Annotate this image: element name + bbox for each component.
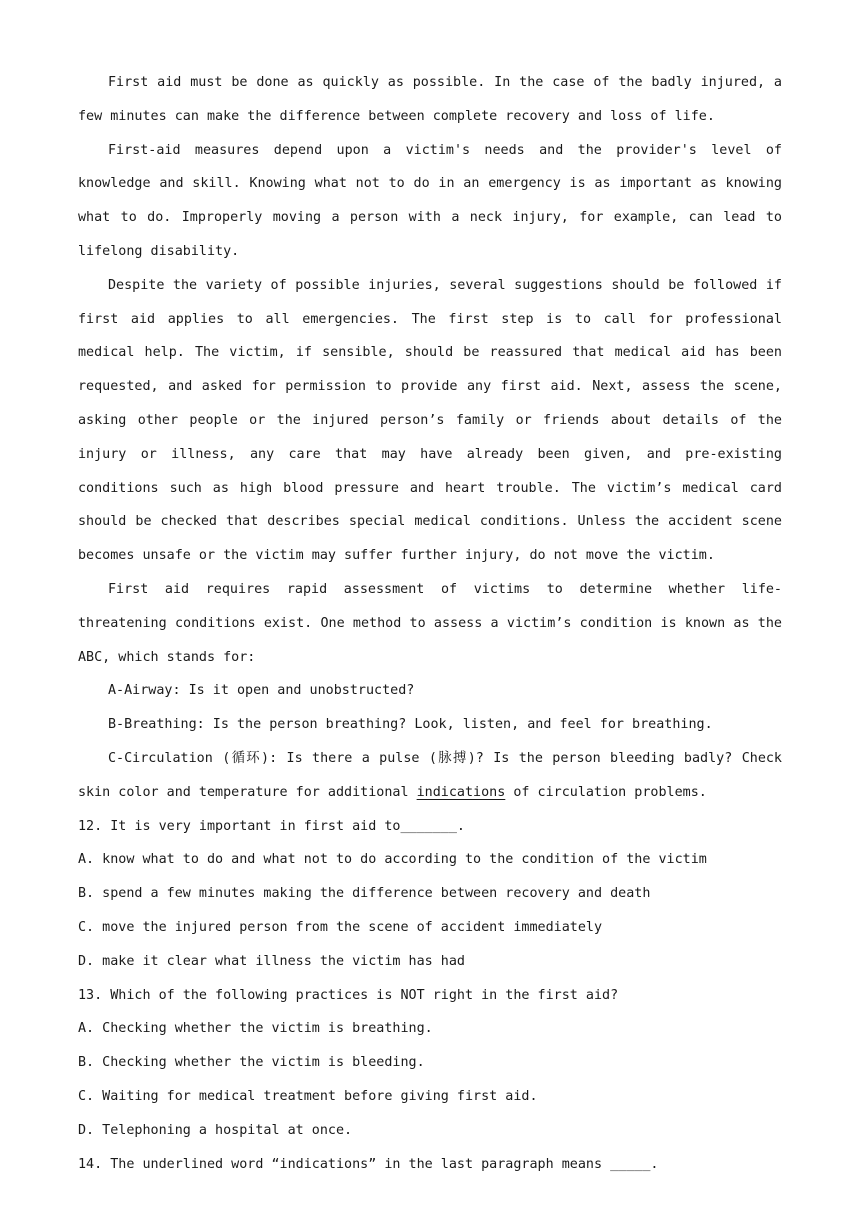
question-14-stem: 14. The underlined word “indications” in the last paragraph means _____. — [78, 1156, 659, 1172]
circulation-text-before: C-Circulation (循环): Is there a pulse (脉搏)? Is the person bleeding badly? Check skin color and temperature for additional — [78, 750, 782, 800]
question-13-option-a: A. Checking whether the victim is breathing. — [78, 1021, 433, 1037]
abc-circulation — [78, 742, 782, 810]
passage-paragraph-1: First aid must be done as quickly as possible. In the case of the badly injured, a few minutes can make the difference between complete recovery and loss of life. — [78, 75, 782, 124]
question-13-option-b: B. Checking whether the victim is bleeding. — [78, 1055, 425, 1071]
question-12-option-d: D. make it clear what illness the victim has had — [78, 953, 465, 969]
passage-paragraph-3: Despite the variety of possible injuries, several suggestions should be followed if first aid applies to all emergencies. The first step is to call for professional medical help. The victim, if sensible, should be reassured that medical aid has been requested, and asked for permission to provide any first aid. Next, assess the scene, asking other people or the injured person’s family or friends about details of the injury or illness, any care that may have already been given, and pre-existing conditions such as high blood pressure and heart trouble. The victim’s medical card should be checked that describes special medical conditions. Unless the accident scene becomes unsafe or the victim may suffer further injury, do not move the victim. — [78, 277, 782, 564]
question-12-option-c: C. move the injured person from the scene of accident immediately — [78, 919, 603, 935]
circulation-text-after: of circulation problems. — [505, 784, 707, 800]
abc-airway: A-Airway: Is it open and unobstructed? — [108, 683, 415, 699]
document-page — [78, 66, 782, 1181]
question-13-option-c: C. Waiting for medical treatment before giving first aid. — [78, 1088, 538, 1104]
question-13-option-d: D. Telephoning a hospital at once. — [78, 1122, 353, 1138]
question-12-option-b: B. spend a few minutes making the difference between recovery and death — [78, 886, 651, 902]
question-12-option-a: A. know what to do and what not to do according to the condition of the victim — [78, 852, 707, 868]
question-13-stem: 13. Which of the following practices is NOT right in the first aid? — [78, 987, 619, 1003]
passage-paragraph-2: First-aid measures depend upon a victim's needs and the provider's level of knowledge and skill. Knowing what not to do in an emergency is as important as knowing what to do. Improperly moving a person with a neck injury, for example, can lead to lifelong disability. — [78, 142, 782, 259]
passage-paragraph-4: First aid requires rapid assessment of victims to determine whether life-threatening conditions exist. One method to assess a victim’s condition is known as the ABC, which stands for: — [78, 581, 782, 665]
question-12-stem: 12. It is very important in first aid to_______. — [78, 818, 465, 834]
underlined-word-indications: indications — [416, 784, 506, 800]
abc-breathing: B-Breathing: Is the person breathing? Look, listen, and feel for breathing. — [108, 717, 713, 733]
